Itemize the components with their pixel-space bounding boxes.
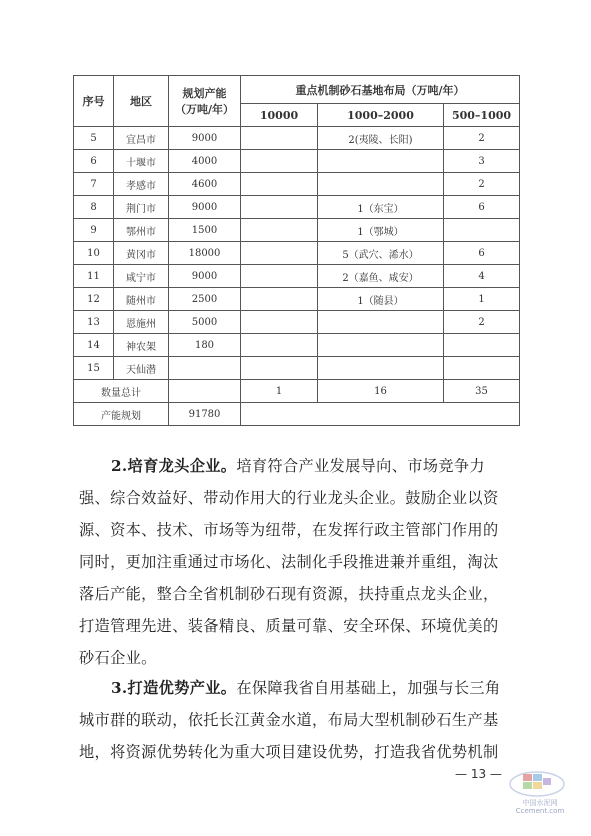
total-row [74, 380, 520, 403]
cell-1000-2000 [318, 357, 444, 380]
total-label: 数量总计 [74, 380, 169, 403]
cell-index: 5 [74, 127, 114, 150]
capacity-table [73, 75, 520, 426]
cell-index: 13 [74, 311, 114, 334]
cell-capacity: 2500 [169, 288, 241, 311]
cell-index: 9 [74, 219, 114, 242]
subheader-10000: 10000 [241, 104, 318, 127]
cell-region: 恩施州 [114, 311, 169, 334]
cell-capacity: 9000 [169, 265, 241, 288]
cell-10000 [241, 334, 318, 357]
cell-10000 [241, 288, 318, 311]
cell-1000-2000 [318, 311, 444, 334]
cell-1000-2000: 1（随县） [318, 288, 444, 311]
paragraph-build-advantage-industry [79, 672, 515, 768]
header-index: 序号 [74, 76, 114, 127]
cell-index: 12 [74, 288, 114, 311]
cell-capacity: 4600 [169, 173, 241, 196]
cell-region: 鄂州市 [114, 219, 169, 242]
cell-capacity: 18000 [169, 242, 241, 265]
cell-capacity: 5000 [169, 311, 241, 334]
paragraph-line: 打造管理先进、装备精良、质量可靠、安全环保、环境优美的 [79, 617, 499, 635]
cell-index: 7 [74, 173, 114, 196]
cell-index: 10 [74, 242, 114, 265]
cell-10000 [241, 173, 318, 196]
subheader-500-1000: 500–1000 [444, 104, 520, 127]
paragraph-line: 砂石企业。 [79, 649, 157, 667]
cell-region: 随州市 [114, 288, 169, 311]
cell-500-1000: 6 [444, 242, 520, 265]
cell-capacity: 180 [169, 334, 241, 357]
header-capacity-line1: 规划产能 [182, 87, 227, 100]
cell-10000 [241, 357, 318, 380]
table-row [74, 219, 520, 242]
paragraph-line: 地，将资源优势转化为重大项目建设优势，打造我省优势机制 [79, 743, 499, 761]
cell-1000-2000: 1（东宝） [318, 196, 444, 219]
capacity-plan-value: 91780 [169, 403, 241, 426]
cell-index: 14 [74, 334, 114, 357]
subheader-1000-2000: 1000–2000 [318, 104, 444, 127]
cell-10000 [241, 242, 318, 265]
cell-1000-2000: 5（武穴、浠水） [318, 242, 444, 265]
cell-capacity: 9000 [169, 127, 241, 150]
table-row [74, 242, 520, 265]
cell-1000-2000: 2（嘉鱼、咸安） [318, 265, 444, 288]
table-row [74, 334, 520, 357]
capacity-plan-row [74, 403, 520, 426]
table-header-row [74, 76, 520, 104]
cell-1000-2000: 1（鄂城） [318, 219, 444, 242]
cell-500-1000: 6 [444, 196, 520, 219]
cell-500-1000: 1 [444, 288, 520, 311]
watermark-logo-icon [508, 768, 566, 798]
page-number: — 13 — [455, 767, 502, 781]
total-1000-2000: 16 [318, 380, 444, 403]
watermark-text [500, 799, 580, 815]
total-500-1000: 35 [444, 380, 520, 403]
paragraph-line [79, 672, 515, 704]
cell-region: 天仙潜 [114, 357, 169, 380]
cell-region: 黄冈市 [114, 242, 169, 265]
cell-500-1000 [444, 219, 520, 242]
cell-500-1000 [444, 357, 520, 380]
watermark-line1: 中国水泥网 [522, 799, 558, 807]
cell-500-1000: 2 [444, 173, 520, 196]
cell-500-1000 [444, 334, 520, 357]
table-row [74, 311, 520, 334]
header-region: 地区 [114, 76, 169, 127]
header-capacity [169, 76, 241, 127]
header-base-layout: 重点机制砂石基地布局（万吨/年） [241, 76, 520, 104]
cell-10000 [241, 150, 318, 173]
cell-index: 8 [74, 196, 114, 219]
cell-10000 [241, 265, 318, 288]
cell-10000 [241, 127, 318, 150]
cell-500-1000: 2 [444, 311, 520, 334]
cell-capacity: 9000 [169, 196, 241, 219]
paragraph-text: 在保障我省自用基础上，加强与长三角 [236, 679, 501, 697]
paragraph-text: 培育符合产业发展导向、市场竞争力 [236, 457, 485, 475]
cell-capacity: 1500 [169, 219, 241, 242]
capacity-plan-blank [241, 403, 520, 426]
cell-index: 11 [74, 265, 114, 288]
paragraph-line: 落后产能，整合全省机制砂石现有资源，扶持重点龙头企业， [79, 585, 499, 603]
table-row [74, 150, 520, 173]
paragraph-cultivate-leading-enterprises [79, 450, 515, 674]
cell-1000-2000: 2(夷陵、长阳) [318, 127, 444, 150]
cell-10000 [241, 219, 318, 242]
paragraph-line [79, 450, 515, 482]
cell-region: 神农架 [114, 334, 169, 357]
paragraph-line: 强、综合效益好、带动作用大的行业龙头企业。鼓励企业以资 [79, 489, 499, 507]
cell-500-1000: 4 [444, 265, 520, 288]
total-10000: 1 [241, 380, 318, 403]
paragraph-line: 源、资本、技术、市场等为纽带，在发挥行政主管部门作用的 [79, 521, 499, 539]
cell-region: 孝感市 [114, 173, 169, 196]
paragraph-line: 城市群的联动，依托长江黄金水道，布局大型机制砂石生产基 [79, 711, 499, 729]
table-row [74, 357, 520, 380]
section-heading-2: 2.培育龙头企业。 [111, 457, 237, 475]
total-capacity [169, 380, 241, 403]
table-row [74, 196, 520, 219]
cell-capacity [169, 357, 241, 380]
cell-index: 15 [74, 357, 114, 380]
capacity-plan-label: 产能规划 [74, 403, 169, 426]
section-heading-3: 3.打造优势产业。 [111, 679, 237, 697]
cell-index: 6 [74, 150, 114, 173]
cell-500-1000: 3 [444, 150, 520, 173]
table-row [74, 173, 520, 196]
table-row [74, 288, 520, 311]
paragraph-line: 同时，更加注重通过市场化、法制化手段推进兼并重组，淘汰 [79, 553, 499, 571]
watermark-line2: Ccement.com [515, 807, 565, 815]
cell-10000 [241, 311, 318, 334]
cell-1000-2000 [318, 150, 444, 173]
cell-region: 荆门市 [114, 196, 169, 219]
cell-500-1000: 2 [444, 127, 520, 150]
table-row [74, 265, 520, 288]
table-row [74, 127, 520, 150]
cell-1000-2000 [318, 173, 444, 196]
cell-capacity: 4000 [169, 150, 241, 173]
cell-region: 咸宁市 [114, 265, 169, 288]
cell-region: 十堰市 [114, 150, 169, 173]
cell-region: 宜昌市 [114, 127, 169, 150]
cell-10000 [241, 196, 318, 219]
cell-1000-2000 [318, 334, 444, 357]
header-capacity-line2: （万吨/年） [174, 103, 235, 116]
